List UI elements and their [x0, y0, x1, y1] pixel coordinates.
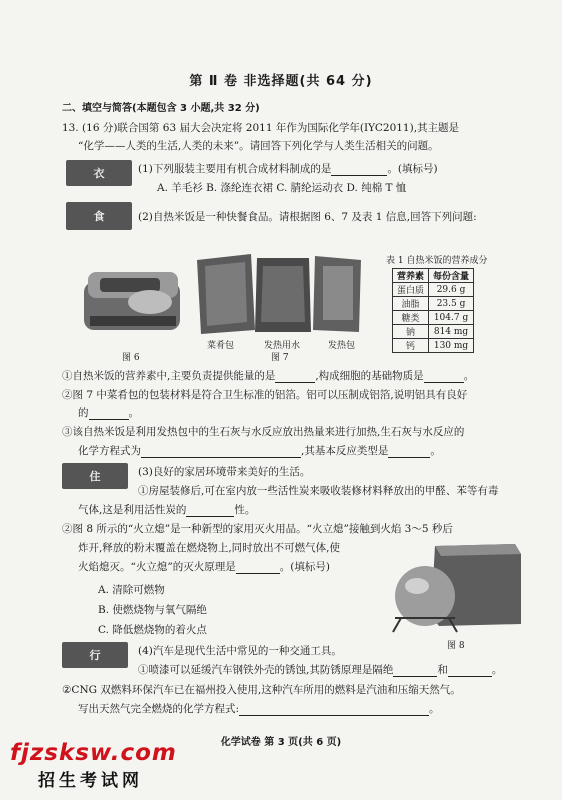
food-subquestion-3-line2: 化学方程式为 ,其基本反应类型是 。	[78, 445, 441, 457]
q13-intro-line1: 13. (16 分)联合国第 63 届大会决定将 2011 年作为国际化学年(IYC2011),其主题是	[62, 122, 460, 134]
site-logo: fjzsksw.com	[10, 740, 177, 766]
travel-subquestion-2-line2: 写出天然气完全燃烧的化学方程式: 。	[78, 703, 440, 715]
table-row: 蛋白质 29.6 g	[393, 283, 474, 297]
food-subquestion-2-line1: ②图 7 中菜肴包的包装材料是符合卫生标准的铝箔。铝可以压制成铝箔,说明铝具有良好	[62, 389, 468, 401]
table-header: 每份含量	[429, 269, 474, 283]
answer-blank[interactable]	[331, 164, 387, 176]
answer-blank[interactable]	[141, 446, 301, 458]
home-subquestion-1-line2: 气体,这是利用活性炭的 性。	[78, 504, 256, 516]
part1-options: A. 羊毛衫 B. 涤纶连衣裙 C. 腈纶运动衣 D. 纯棉 T 恤	[157, 182, 407, 194]
packets-image	[193, 252, 365, 336]
option-b: B. 使燃烧物与氧气隔绝	[98, 604, 207, 616]
packet-label-water: 发热用水	[264, 341, 301, 351]
section-heading: 二、填空与简答(本题包含 3 小题,共 32 分)	[62, 103, 260, 114]
q13-intro-line2: “化学——人类的生活,人类的未来”。请回答下列化学与人类生活相关的问题。	[78, 140, 439, 152]
part3-question: (3)良好的家居环境带来美好的生活。	[138, 466, 311, 478]
travel-subquestion-2-line1: ②CNG 双燃料环保汽车已在福州投入使用,这种汽车所用的燃料是汽油和压缩天然气。	[62, 684, 461, 696]
food-icon: 食	[66, 202, 132, 230]
site-tagline: 招生考试网	[38, 771, 143, 791]
answer-blank[interactable]	[448, 665, 492, 677]
answer-blank[interactable]	[239, 704, 429, 716]
home-subquestion-2-line3: 火焰熄灭。“火立熄”的灭火原理是 。(填标号)	[78, 561, 330, 573]
answer-blank[interactable]	[388, 446, 430, 458]
home-subquestion-2-line2: 炸开,释放的粉末覆盖在燃烧物上,同时放出不可燃气体,使	[78, 542, 341, 554]
answer-blank[interactable]	[236, 562, 280, 574]
figure-6-caption: 图 6	[122, 353, 140, 363]
car-icon: 行	[62, 642, 128, 668]
part1-question: (1)下列服装主要用有机合成材料制成的是 。(填标号)	[138, 163, 438, 175]
food-subquestion-2-line2: 的 。	[78, 407, 139, 419]
table-header: 营养素	[393, 269, 429, 283]
home-icon: 住	[62, 463, 128, 489]
clothing-icon: 衣	[66, 160, 132, 186]
option-c: C. 降低燃烧物的着火点	[98, 624, 207, 636]
part2-question: (2)自热米饭是一种快餐食品。请根据图 6、7 及表 1 信息,回答下列问题:	[138, 211, 477, 223]
answer-blank[interactable]	[89, 408, 129, 420]
answer-blank[interactable]	[275, 371, 315, 383]
home-subquestion-2-line1: ②图 8 所示的“火立熄”是一种新型的家用灭火用品。“火立熄”接触到火焰 3～5 秒后	[62, 523, 453, 535]
table-row: 钠 814 mg	[393, 325, 474, 339]
packet-label-dishes: 菜肴包	[207, 341, 235, 351]
home-subquestion-1-line1: ①房屋装修后,可在室内放一些活性炭来吸收装修材料释放出的甲醛、苯等有毒	[138, 485, 499, 497]
answer-blank[interactable]	[393, 665, 437, 677]
rice-box-image	[80, 262, 186, 342]
table-row: 油脂 23.5 g	[393, 297, 474, 311]
table-caption: 表 1 自热米饭的营养成分	[386, 256, 488, 266]
fire-ball-image	[375, 540, 525, 636]
figure-8-caption: 图 8	[447, 641, 465, 651]
answer-blank[interactable]	[186, 505, 234, 517]
part4-question: (4)汽车是现代生活中常见的一种交通工具。	[138, 645, 342, 657]
table-header-row	[393, 269, 474, 283]
option-a: A. 清除可燃物	[98, 584, 165, 596]
food-subquestion-1: ①自热米饭的营养素中,主要负责提供能量的是 ,构成细胞的基础物质是 。	[62, 370, 475, 382]
table-row: 钙 130 mg	[393, 339, 474, 353]
page-footer: 化学试卷 第 3 页(共 6 页)	[220, 737, 342, 748]
nutrition-table	[392, 268, 474, 353]
answer-blank[interactable]	[424, 371, 464, 383]
figure-7-caption: 图 7	[271, 353, 289, 363]
table-row: 糖类 104.7 g	[393, 311, 474, 325]
packet-label-heater: 发热包	[328, 341, 356, 351]
page-title: 第 Ⅱ 卷 非选择题(共 64 分)	[189, 74, 373, 89]
travel-subquestion-1: ①喷漆可以延缓汽车钢铁外壳的锈蚀,其防锈原理是隔绝 和 。	[138, 664, 503, 676]
food-subquestion-3-line1: ③该自热米饭是利用发热包中的生石灰与水反应放出热量来进行加热,生石灰与水反应的	[62, 426, 465, 438]
